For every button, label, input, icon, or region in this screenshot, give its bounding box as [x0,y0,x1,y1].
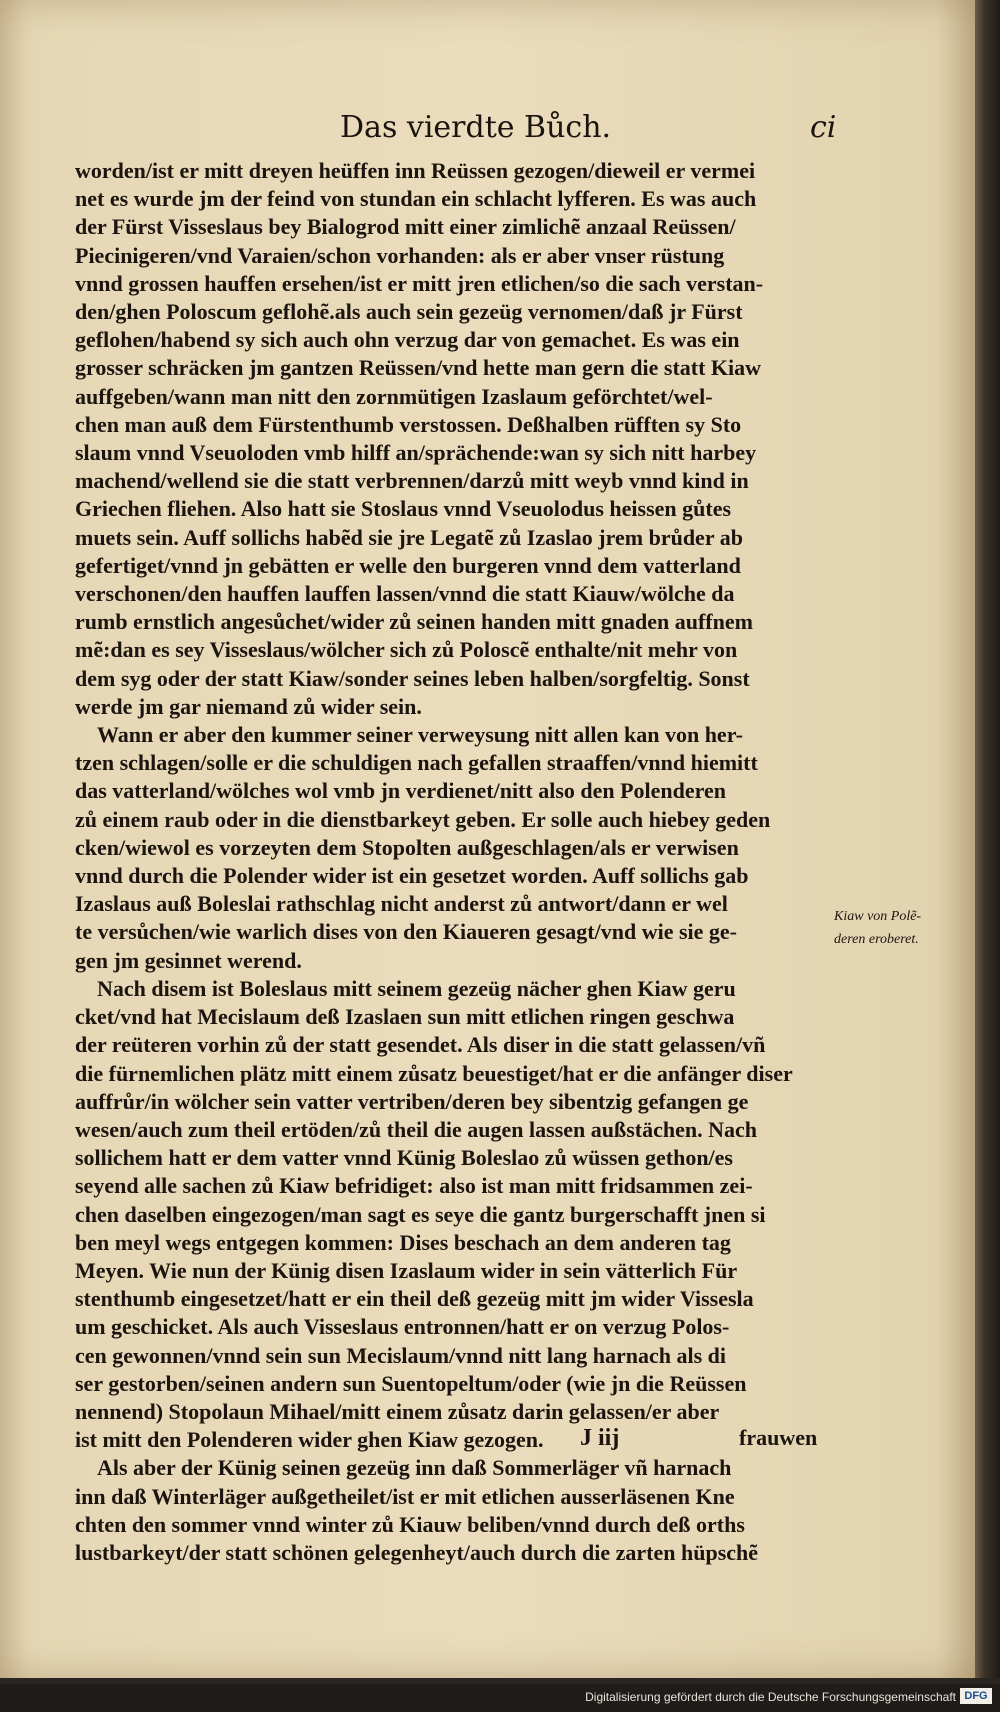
text-line: te versůchen/wie warlich dises von den Kiaueren gesagt/vnd wie sie ge- [75,919,737,945]
text-line: inn daß Winterläger außgetheilet/ist er mit etlichen ausserläsenen Kne [75,1483,735,1509]
text-line: auffrůr/in wölcher sein vatter vertriben/deren bey sibentzig gefangen ge [75,1088,749,1114]
text-line: cket/vnd hat Mecislaum deß Izaslaen sun mitt etlichen ringen geschwa [75,1004,735,1030]
folio-number: ci [810,110,837,145]
marginal-note-line: deren eroberet. [834,932,919,947]
text-line: net es wurde jm der feind von stundan ein schlacht lyfferen. Es was auch [75,186,757,212]
text-line: ben meyl wegs entgegen kommen: Dises beschach an dem anderen tag [75,1229,731,1255]
text-line: dem syg oder der statt Kiaw/sonder seines leben halben/sorgfeltig. Sonst [75,665,750,691]
text-line: die fürnemlichen plätz mitt einem zůsatz beuestiget/hat er die anfänger diser [75,1060,793,1086]
marginal-note [834,905,944,951]
text-line: das vatterland/wölches wol vmb jn verdienet/nitt also den Polenderen [75,778,727,804]
text-line: muets sein. Auff sollichs habẽd sie jre Legatẽ zů Izaslao jrem brůder ab [75,524,743,550]
text-line: lustbarkeyt/der statt schönen gelegenheyt/auch durch die zarten hüpschẽ [75,1539,759,1565]
dfg-logo: DFG [960,1688,992,1704]
text-line: chten den sommer vnnd winter zů Kiauw beliben/vnnd durch deß orths [75,1511,745,1537]
running-head: Das vierdte Bůch. [340,110,612,145]
text-line: Als aber der Künig seinen gezeüg inn daß Sommerläger vñ harnach [97,1455,732,1481]
text-line: rumb ernstlich angesůchet/wider zů seinen handen mitt gnaden auffnem [75,609,753,635]
text-line: Izaslaus auß Boleslai rathschlag nicht anderst zů antwort/dann er wel [75,891,728,917]
marginal-note-line: Kiaw von Polẽ- [834,909,922,924]
text-line: gen jm gesinnet werend. [75,947,302,973]
text-line: gefertiget/vnnd jn gebätten er welle den burgeren vnnd dem vatterland [75,552,741,578]
text-line: zů einem raub oder in die dienstbarkeyt geben. Er solle auch hiebey geden [75,806,771,832]
signature-mark: J iij [580,1425,620,1451]
text-line: den/ghen Poloscum geflohẽ.als auch sein gezeüg vernomen/daß jr Fürst [75,299,743,325]
text-line: ser gestorben/seinen andern sun Suentopeltum/oder (wie jn die Reüssen [75,1370,747,1396]
text-line: mẽ:dan es sey Visseslaus/wölcher sich zů Poloscẽ enthalte/nit mehr von [75,637,738,663]
text-line: vnnd durch die Polender wider ist ein gesetzet worden. Auff sollichs gab [75,863,749,889]
catchword: frauwen [739,1425,818,1450]
text-line: cken/wiewol es vorzeyten dem Stopolten außgeschlagen/als er verwisen [75,834,739,860]
text-line: slaum vnnd Vseuoloden vmb hilff an/sprächende:wan sy sich nitt harbey [75,440,757,466]
text-line: Piecinigeren/vnd Varaien/schon vorhanden: als er aber vnser rüstung [75,242,725,268]
text-line: verschonen/den hauffen lauffen lassen/vnnd die statt Kiauw/wölche da [75,581,735,607]
text-line: grosser schräcken jm gantzen Reüssen/vnd hette man gern die statt Kiaw [75,355,762,381]
text-line: Meyen. Wie nun der Künig disen Izaslaum wider in sein vätterlich Für [75,1257,738,1283]
text-line: seyend alle sachen zů Kiaw befridiget: also ist man mitt fridsammen zei- [75,1173,753,1199]
footer-credit: Digitalisierung gefördert durch die Deutsche Forschungsgemeinschaft [585,1690,956,1704]
text-line: der Fürst Visseslaus bey Bialogrod mitt einer zimlichẽ anzaal Reüssen/ [75,214,736,240]
text-line: machend/wellend sie die statt verbrennen/darzů mitt weyb vnnd kind in [75,468,749,494]
text-line: ist mitt den Polenderen wider ghen Kiaw gezogen. [75,1427,544,1453]
body-text [75,157,827,1567]
text-line: Nach disem ist Boleslaus mitt seinem gezeüg nächer ghen Kiaw geru [97,975,736,1001]
page-edge [975,0,1000,1678]
text-line: stenthumb eingesetzet/hatt er ein theil deß gezeüg mitt jm wider Vissesla [75,1286,754,1312]
text-line: tzen schlagen/solle er die schuldigen nach gefallen straaffen/vnnd hiemitt [75,750,758,776]
text-line: cen gewonnen/vnnd sein sun Mecislaum/vnnd nitt lang harnach als di [75,1342,726,1368]
text-line: chen man auß dem Fürstenthumb verstossen. Deßhalben rüfften sy Sto [75,411,742,437]
text-line: Wann er aber den kummer seiner verweysung nitt allen kan von her- [97,722,743,748]
text-line: Griechen fliehen. Also hatt sie Stoslaus vnnd Vseuolodus heissen gůtes [75,496,732,522]
text-line: vnnd grossen hauffen ersehen/ist er mitt jren etlichen/so die sach verstan- [75,270,764,296]
text-line: nennend) Stopolaun Mihael/mitt einem zůsatz darin gelassen/er aber [75,1398,720,1424]
text-line: wesen/auch zum theil ertöden/zů theil die augen lassen außstächen. Nach [75,1116,758,1142]
text-line: chen daselben eingezogen/man sagt es seye die gantz burgerschafft jnen si [75,1201,766,1227]
text-line: werde jm gar niemand zů wider sein. [75,693,422,719]
text-line: worden/ist er mitt dreyen heüffen inn Reüssen gezogen/dieweil er vermei [75,158,756,183]
text-line: der reüteren vorhin zů der statt gesendet. Als diser in die statt gelassen/vñ [75,1032,766,1058]
text-line: auffgeben/wann man nitt den zornmütigen Izaslaum geförchtet/wel- [75,383,713,409]
text-line: geflohen/habend sy sich auch ohn verzug dar von gemachet. Es was ein [75,327,740,353]
text-line: um geschicket. Als auch Visseslaus entronnen/hatt er on verzug Polos- [75,1314,730,1340]
text-line: sollichem hatt er dem vatter vnnd Künig Boleslao zů wüssen gethon/es [75,1145,733,1171]
